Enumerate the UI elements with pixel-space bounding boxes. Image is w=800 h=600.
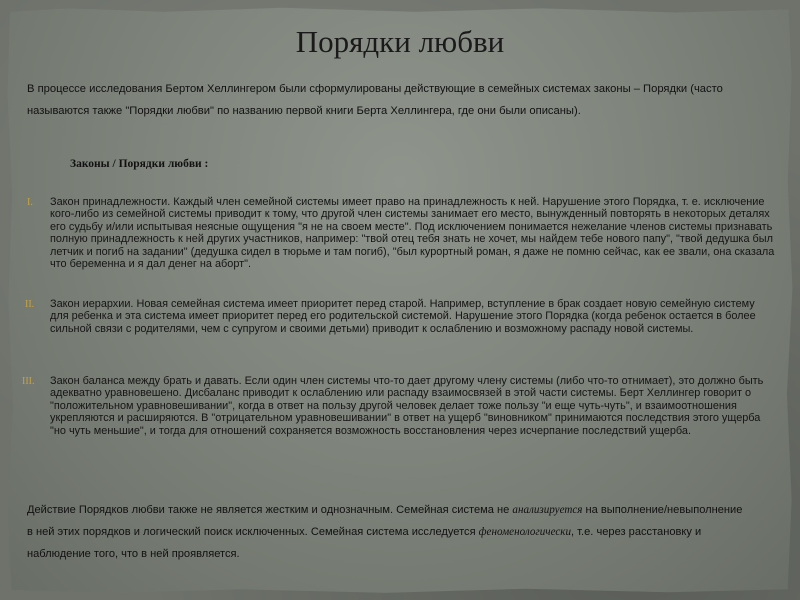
laws-subheading: Законы / Порядки любви : — [70, 158, 209, 170]
conclusion-text-1: Действие Порядков любви также не является жестким и однозначным. Семейная система не — [27, 504, 513, 516]
intro-paragraph: В процессе исследования Бертом Хеллингером были сформулированы действующие в семейных системах законы – Порядки (часто называются также "Порядки любви" по названию первой книги Берта Хеллингера, где они были описаны). — [27, 83, 723, 117]
law-2-text: Закон иерархии. Новая семейная система имеет приоритет перед старой. Например, вступление в брак создает новую семейную систему для ребенка и эта система имеет приоритет перед его родительской системой. Нарушение этого Порядка (когда ребенок остается в более сильной связи с родителями, чем с супругом и своими детьми) приводит к ослаблению и возможному распаду новой системы. — [50, 298, 756, 335]
conclusion-emphasis-1: анализируется — [512, 504, 583, 516]
slide-title: Порядки любви — [295, 24, 505, 59]
conclusion-paragraph — [27, 499, 747, 565]
law-1-text: Закон принадлежности. Каждый член семейной системы имеет право на принадлежность к ней. Нарушение этого Порядка, т. е. исключение кого-либо из семейной системы приводит к тому, что другой член системы занимает его место, вынужденный повторять в некоторых деталях его судьбу и/или испытывая неясные ощущения "я не на своем месте". Под исключением понимается нежелание членов системы признавать полную принадлежность к ней других участников, например: "твой отец тебя знать не хочет, мы найдем тебе нового папу", "твой дедушка был летчик и погиб на задании" (дедушка сидел в тюрьме и там погиб), "был курортный роман, я даже не помню сейчас, как ее звали, она сказала что беременна и я дал денег на аборт". — [50, 196, 775, 271]
law-number-3: III. — [22, 376, 35, 387]
law-number-2: II. — [25, 299, 35, 310]
law-3-text: Закон баланса между брать и давать. Если один член системы что-то дает другому члену системы (либо что-то отнимает), это должно быть адекватно уравновешено. Дисбаланс приводит к ослаблению или распаду взаимосвязей в этой части системы. Берт Хеллингер говорит о "положительном уравновешивании", когда в ответ на пользу другой человек делает тоже пользу "и еще чуть-чуть", и взаимоотношения укрепляются и расширяются. В "отрицательном уравновешивании" в ответ на ущерб "виновником" принимаются последствия этого ущерба "но чуть меньшие", и тогда для отношений сохраняется возможность восстановления через исчерпание последствий ущерба. — [50, 375, 764, 437]
conclusion-text-2: на выполнение/невыполнение в ней этих порядков и логический поиск исключенных. Семейная система исследуется — [27, 504, 743, 538]
law-number-1: I. — [27, 197, 33, 208]
conclusion-text-3: , т.е. через расстановку и наблюдение того, что в ней проявляется. — [27, 526, 702, 560]
conclusion-emphasis-2: феноменологически — [478, 526, 572, 538]
